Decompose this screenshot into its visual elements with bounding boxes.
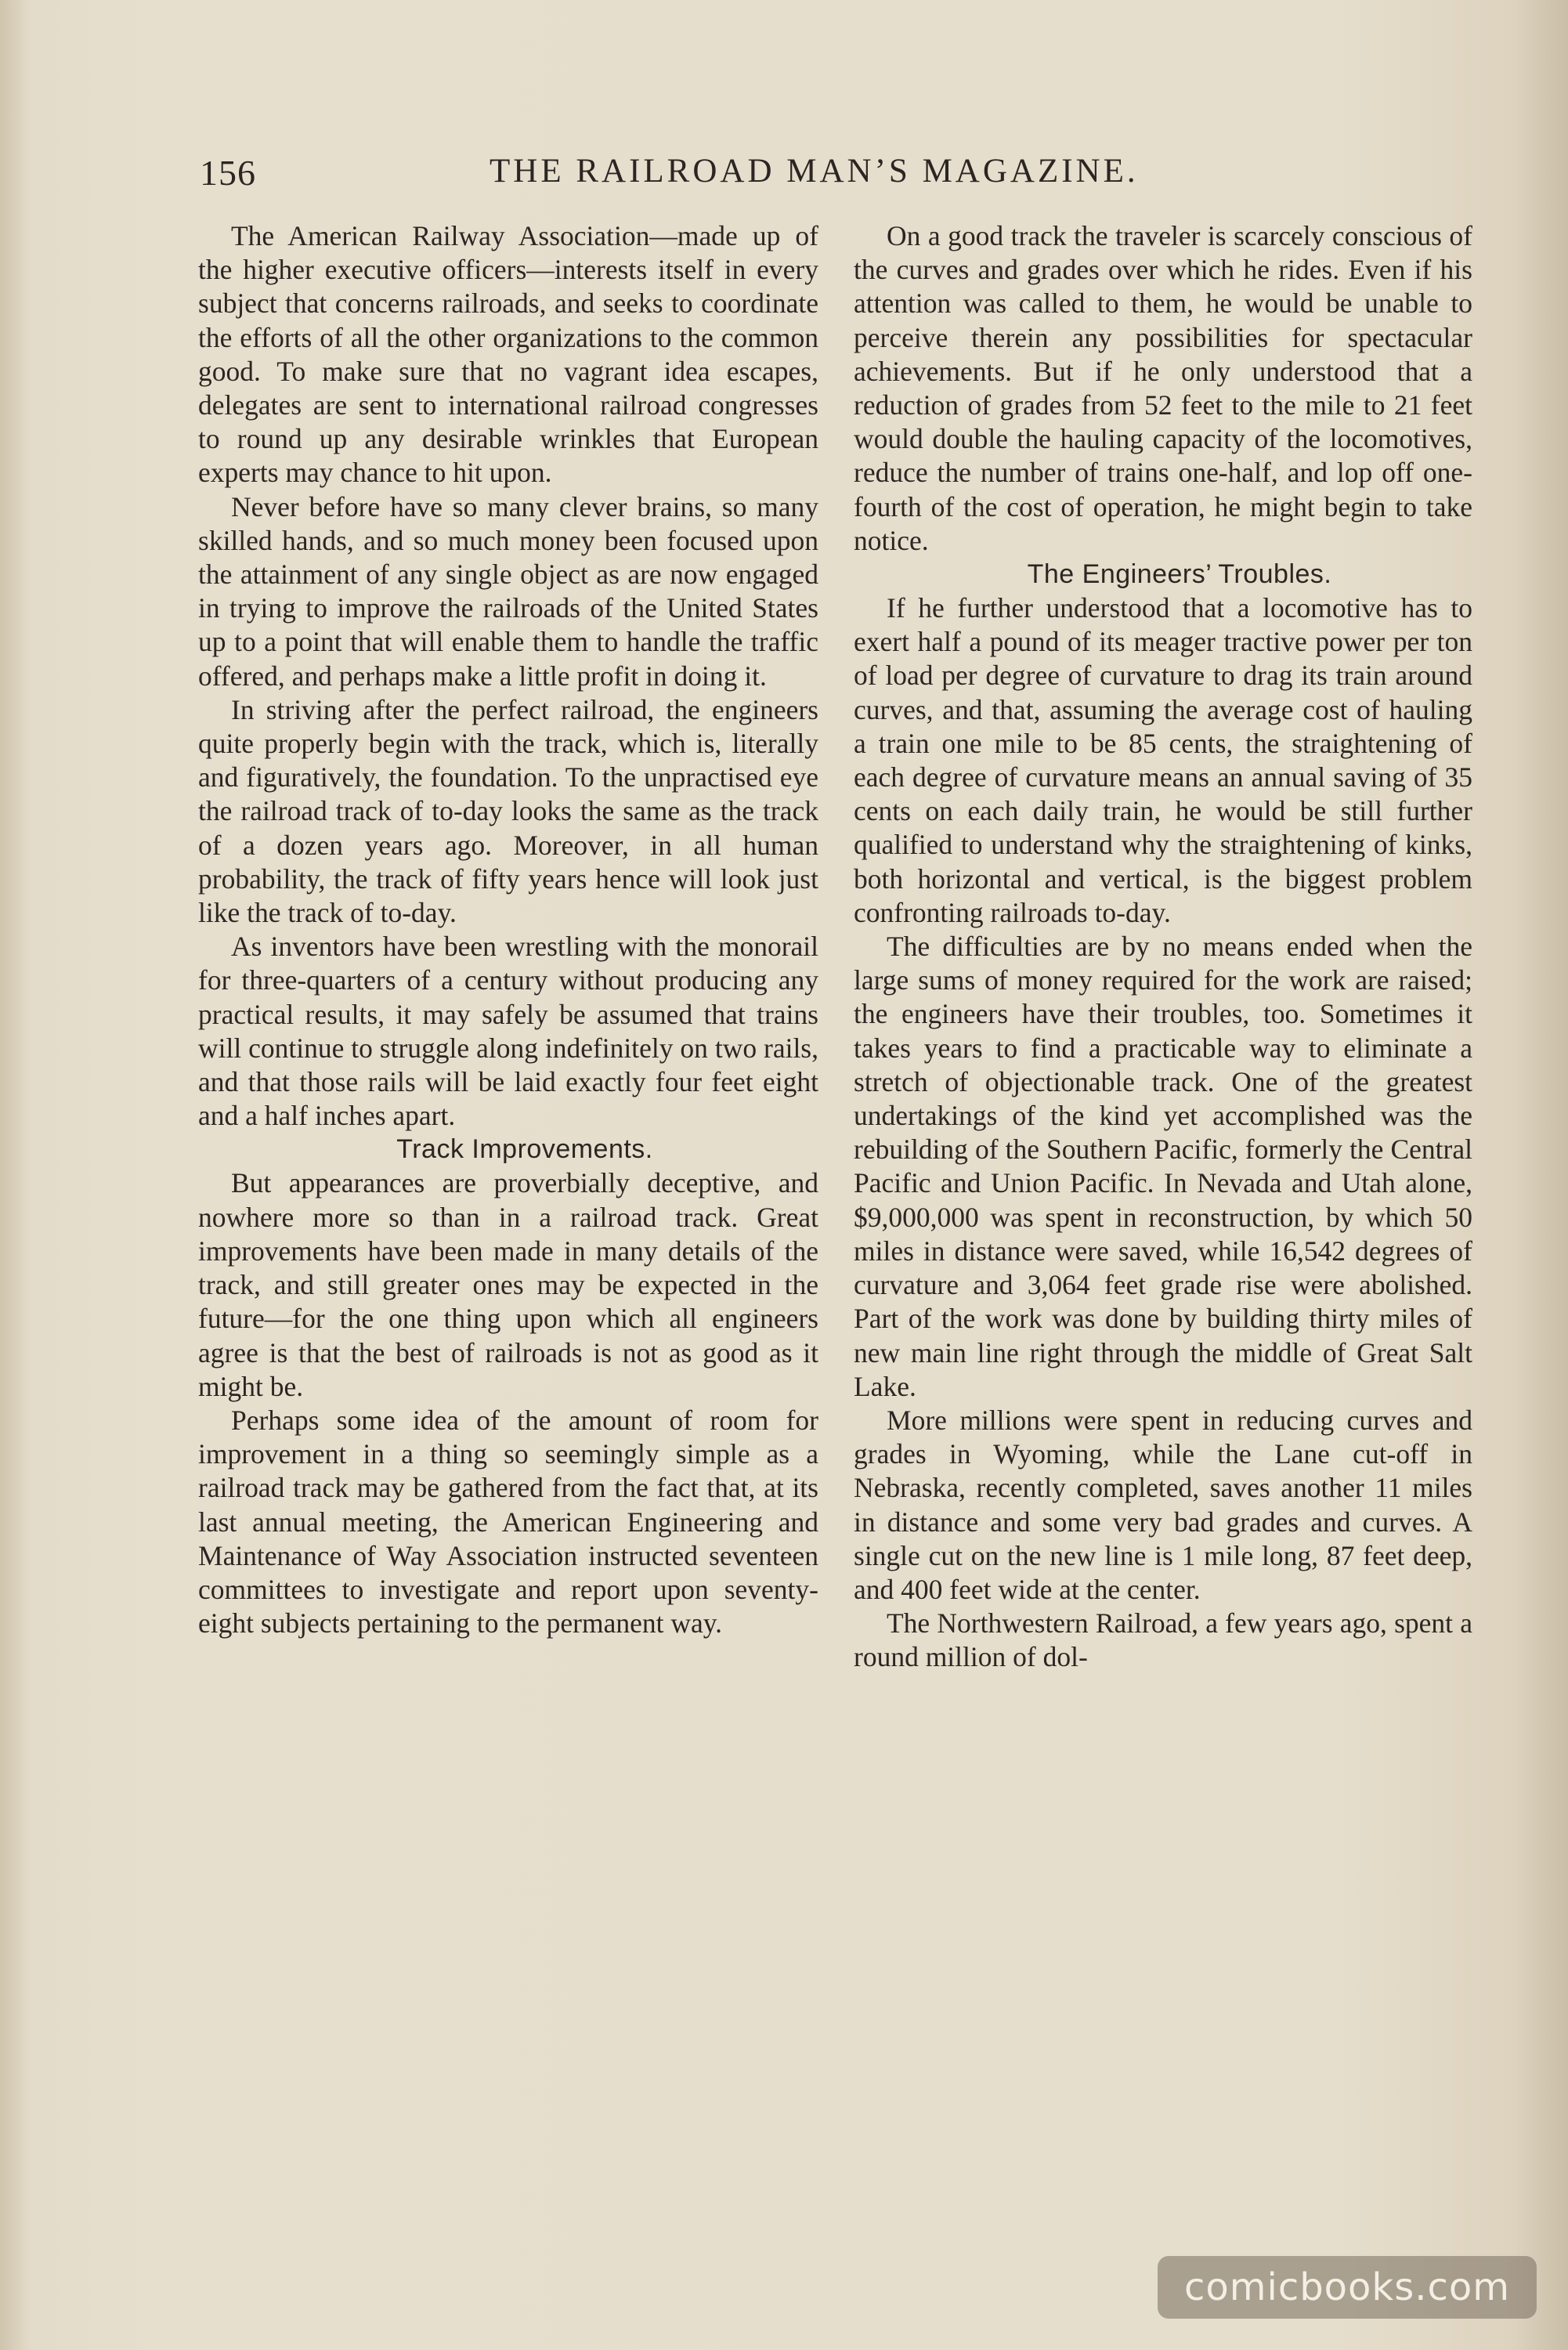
paragraph: In striving after the perfect railroad, the engineers quite properly begin with the track, which is, literally and figuratively, the foundation. To the unpractised eye the railroad track of to-day looks the same as the track of a dozen years ago. Moreover, in all human probability, the track of fifty years hence will look just like the track of to-day. [198,693,818,929]
paragraph: Never before have so many clever brains, so many skilled hands, and so much money been focused upon the attainment of any single object as are now engaged in trying to improve the railroads of the United States up to a point that will enable them to handle the traffic offered, and perhaps make a little profit in doing it. [198,490,818,692]
watermark-logo: comicbooks.com [1158,2256,1537,2319]
paragraph: But appearances are proverbially deceptive, and nowhere more so than in a railroad track. Great improvements have been made in many details of the track, and still greater ones may be expected in the future—for the one thing upon which all engineers agree is that the best of railroads is not as good as it might be. [198,1167,818,1402]
section-heading-engineers-troubles: The Engineers’ Troubles. [1027,559,1332,590]
paragraph: As inventors have been wrestling with the monorail for three-quarters of a century without producing any practical results, it may safely be assumed that trains will continue to struggle along indefinitely on two rails, and that those rails will be laid exactly four feet eight and a half inches apart. [198,931,818,1132]
paragraph: On a good track the traveler is scarcely conscious of the curves and grades over which he rides. Even if his attention was called to them, he would be unable to perceive therein any possibilities for spectacular achievements. But if he only understood that a reduction of grades from 52 feet to the mile to 21 feet would double the hauling capacity of the locomotives, reduce the number of trains one-half, and lop off one-fourth of the cost of operation, he might begin to take notice. [854,220,1472,556]
paragraph: More millions were spent in reducing curves and grades in Wyoming, while the Lane cut-off in Nebraska, recently completed, saves another 11 miles in distance and some very bad grades and curves. A single cut on the new line is 1 mile long, 87 feet deep, and 400 feet wide at the center. [854,1404,1472,1605]
page-number: 156 [200,153,256,193]
paragraph: The difficulties are by no means ended when the large sums of money required for the work are raised; the engineers have their troubles, too. Sometimes it takes years to find a practicable way to eliminate a stretch of objectionable track. One of the greatest undertakings of the kind yet accomplished was the rebuilding of the Southern Pacific, formerly the Central Pacific and Union Pacific. In Nevada and Utah alone, $9,000,000 was spent in reconstruction, by which 50 miles in distance were saved, while 16,542 degrees of curvature and 3,064 feet grade rise were abolished. Part of the work was done by building thirty miles of new main line right through the middle of Great Salt Lake. [854,931,1472,1402]
page-header [200,146,1476,201]
left-column [198,219,818,1640]
running-title: THE RAILROAD MAN’S MAGAZINE. [490,153,1139,190]
paragraph: The American Railway Association—made up of the higher executive officers—interests itself in every subject that concerns railroads, and seeks to coordinate the efforts of all the other organizations to the common good. To make sure that no vagrant idea escapes, delegates are sent to international railroad congresses to round up any desirable wrinkles that European experts may chance to hit upon. [198,220,818,489]
section-heading-track-improvements: Track Improvements. [396,1134,653,1165]
paragraph: The Northwestern Railroad, a few years ago, spent a round million of dol- [854,1607,1472,1673]
paragraph: Perhaps some idea of the amount of room for improvement in a thing so seemingly simple as a railroad track may be gathered from the fact that, at its last annual meeting, the American Engineering and Maintenance of Way Association instructed seventeen committees to investigate and report upon seventy-eight subjects pertaining to the permanent way. [198,1404,818,1640]
right-column [854,219,1472,1675]
paragraph: If he further understood that a locomotive has to exert half a pound of its meager tractive power per ton of load per degree of curvature to drag its train around curves, and that, assuming the average cost of hauling a train one mile to be 85 cents, the straightening of each degree of curvature means an annual saving of 35 cents on each daily train, he would be still further qualified to understand why the straightening of kinks, both horizontal and vertical, is the biggest problem confronting railroads to-day. [854,592,1472,928]
